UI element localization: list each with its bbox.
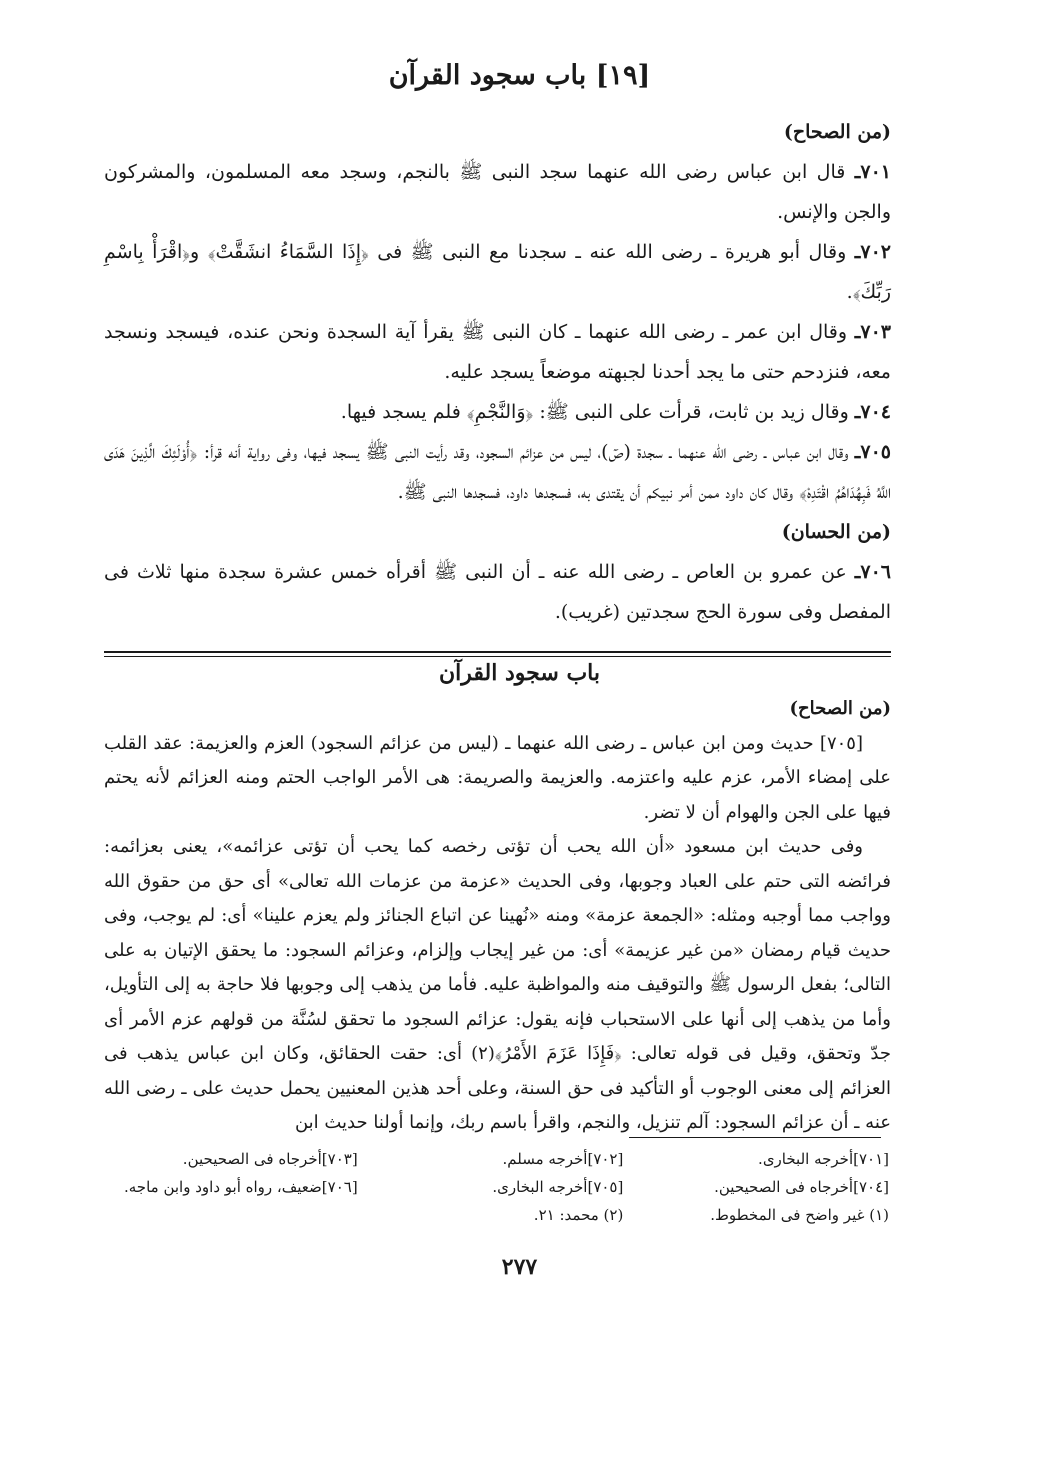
- footnote: (١) غير واضح فى المخطوط.: [710, 1206, 889, 1224]
- footnote: [٧٠٢]أخرجه مسلم.: [502, 1150, 624, 1168]
- hadith-item: [104, 552, 891, 632]
- hadith-item: [104, 312, 891, 392]
- commentary-block: [104, 692, 891, 1141]
- hadith-text: وقال ابن عمر ـ رضى الله عنهما ـ كان النبى ﷺ يقرأ آية السجدة ونحن عنده، فيسجد ونسجد معه، فنزدحم حتى ما يجد أحدنا لجبهته موضعاً يسجد عليه.: [104, 321, 891, 383]
- hadith-item: [104, 432, 891, 512]
- footnote: [٧٠١]أخرجه البخارى.: [758, 1150, 889, 1168]
- footnotes: [112, 1150, 889, 1224]
- footnote-divider: [629, 1137, 881, 1138]
- commentary-paragraph: وفى حديث ابن مسعود «أن الله يحب أن تؤتى رخصه كما يحب أن تؤتى عزائمه»، يعنى بعزائمه: فرائضه التى حتم على العباد وجوبها، وفى الحديث «عزمة من عزمات الله تعالى» أى حق من حقوق الله وواجب مما أوجبه ومثله: «الجمعة عزمة» ومنه «نُهينا عن اتباع الجنائز ولم يعزم علينا» أى: لم يوجب، وفى حديث قيام رمضان «من غير عزيمة» أى: من غير إيجاب وإلزام، وعزائم السجود: ما يحقق الإتيان به على التالى؛ بفعل الرسول ﷺ والتوقيف منه والمواظبة عليه. فأما من يذهب إلى وجوبها فلا حاجة به إلى التأويل، وأما من يذهب إلى أنها على الاستحباب فإنه يقول: عزائم السجود ما تحقق لسُنَّة من قولهم عزم الأمر أى جدّ وتحقق، وقيل فى قوله تعالى: ﴿فَإِذَا عَزَمَ الأَمْرُ﴾(٢) أى: حقت الحقائق، وكان ابن عباس يذهب فى العزائم إلى معنى الوجوب أو التأكيد فى حق السنة، وعلى أحد هذين المعنيين يحمل حديث على ـ رضى الله عنه ـ أن عزائم السجود: آلم تنزيل، والنجم، واقرأ باسم ربك، وإنما أولنا حديث ابن: [104, 836, 892, 1133]
- chapter-title: [١٩] باب سجود القرآن: [388, 60, 651, 91]
- commentary-title: باب سجود القرآن: [438, 660, 600, 686]
- hadith-text: وقال ابن عباس ـ رضى الله عنهما ـ سجدة (صٓ)، ليس من عزائم السجود، وقد رأيت النبى ﷺ يسجد فيها، وفى رواية أنه قرأ: ﴿أُوْلَئِكَ الَّذِينَ هَدَى اللَّهُ فَبِهُدَاهُمُ اقْتَدِهْ﴾ وقال كان داود ممن أمر نبيكم أن يقتدى به، فسجدها داود، فسجدها النبى ﷺ.: [104, 441, 891, 503]
- footnote: [٧٠٥]أخرجه البخارى.: [492, 1178, 624, 1196]
- footnote: [٧٠٤]أخرجاه فى الصحيحين.: [714, 1178, 889, 1196]
- hadith-block: [104, 112, 891, 632]
- hadith-item: [104, 232, 891, 312]
- hadith-text: قال ابن عباس رضى الله عنهما سجد النبى ﷺ بالنجم، وسجد معه المسلمون، والمشركون والجن والإنس.: [104, 161, 891, 223]
- section-label-hasan: (من الحسان): [781, 521, 891, 543]
- hadith-item: [104, 392, 891, 432]
- hadith-number: ٧٠٦ـ: [854, 561, 891, 583]
- section-label-sahih: (من الصحاح): [783, 121, 891, 143]
- section-divider: [104, 651, 891, 657]
- hadith-text: عن عمرو بن العاص ـ رضى الله عنه ـ أن النبى ﷺ أقرأه خمس عشرة سجدة منها ثلاث فى المفصل وفى سورة الحج سجدتين (غريب).: [104, 561, 891, 623]
- hadith-text: وقال أبو هريرة ـ رضى الله عنه ـ سجدنا مع النبى ﷺ فى ﴿إِذَا السَّمَاءُ انشَقَّتْ﴾ و﴿اقْرَأْ بِاسْمِ رَبِّكَ﴾.: [104, 241, 891, 303]
- hadith-number: ٧٠١ـ: [854, 161, 891, 183]
- hadith-number: ٧٠٤ـ: [854, 401, 891, 423]
- footnote: [٧٠٦]ضعيف، رواه أبو داود وابن ماجه.: [124, 1178, 358, 1196]
- hadith-item: [104, 152, 891, 232]
- hadith-number: ٧٠٢ـ: [854, 241, 891, 263]
- footnote: [٧٠٣]أخرجاه فى الصحيحين.: [182, 1150, 358, 1168]
- hadith-number: ٧٠٥ـ: [854, 441, 891, 463]
- commentary-paragraph: [٧٠٥] حديث ومن ابن عباس ـ رضى الله عنهما ـ (ليس من عزائم السجود) العزم والعزيمة: عقد القلب على إمضاء الأمر، عزم عليه واعتزمه. والعزيمة والصريمة: هى الأمر الواجب الحتم ومنه العزائم لأنه يحتم فيها على الجن والهوام أن لا تضر.: [104, 732, 891, 823]
- hadith-text: وقال زيد بن ثابت، قرأت على النبى ﷺ: ﴿وَالنَّجْمِ﴾ فلم يسجد فيها.: [340, 401, 855, 423]
- hadith-number: ٧٠٣ـ: [854, 321, 891, 343]
- commentary-section-label: (من الصحاح): [789, 698, 891, 719]
- page-number: ٢٧٧: [501, 1254, 538, 1280]
- footnote: (٢) محمد: ٢١.: [533, 1206, 624, 1224]
